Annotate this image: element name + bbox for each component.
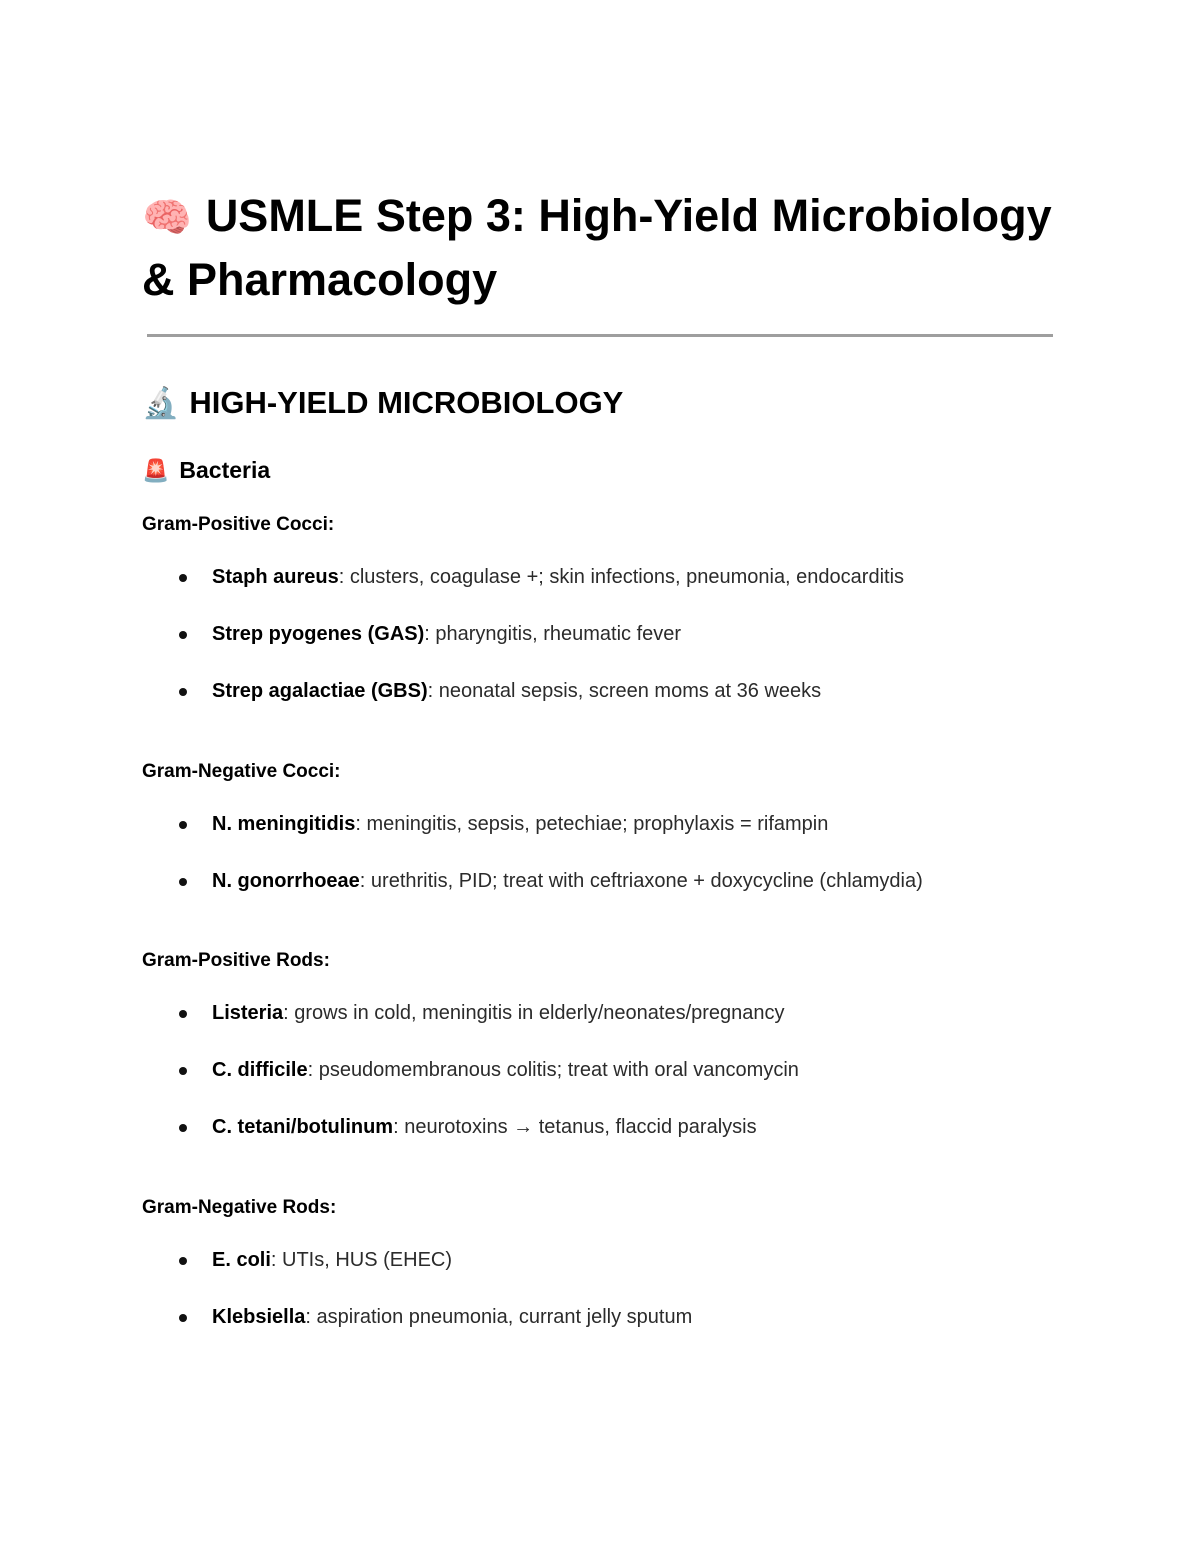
item-term: N. gonorrhoeae — [212, 870, 360, 892]
item-text: : UTIs, HUS (EHEC) — [270, 1249, 453, 1271]
item-term: Klebsiella — [212, 1306, 306, 1328]
list-item — [142, 620, 1142, 648]
item-text: : aspiration pneumonia, currant jelly sputum — [305, 1306, 693, 1328]
bullet-icon — [179, 631, 187, 639]
list-item — [142, 1303, 1142, 1331]
list-item — [142, 1246, 1142, 1274]
group-label-gram-negative-cocci: Gram-Negative Cocci: — [142, 761, 341, 782]
item-text: : pseudomembranous colitis; treat with oral vancomycin — [307, 1059, 799, 1081]
bullet-icon — [179, 878, 187, 886]
page-title-text: USMLE Step 3: High-Yield Microbiology & Pharmacology — [142, 190, 1052, 305]
item-term: Listeria — [212, 1002, 284, 1024]
rotating-light-icon: 🚨 — [142, 459, 170, 484]
group-label-gram-positive-rods: Gram-Positive Rods: — [142, 950, 330, 971]
group-label-gram-positive-cocci: Gram-Positive Cocci: — [142, 514, 335, 535]
list-gram-positive-rods — [142, 999, 1142, 1170]
list-item — [142, 1113, 1142, 1141]
item-text: : grows in cold, meningitis in elderly/neonates/pregnancy — [283, 1002, 785, 1024]
item-text: : urethritis, PID; treat with ceftriaxone + doxycycline (chlamydia) — [359, 870, 923, 892]
item-term: Strep pyogenes (GAS) — [212, 623, 425, 645]
bullet-icon — [179, 1257, 187, 1265]
section-heading-text: HIGH-YIELD MICROBIOLOGY — [189, 385, 624, 420]
item-term: E. coli — [212, 1249, 271, 1271]
microscope-icon: 🔬 — [142, 386, 180, 421]
item-text: : pharyngitis, rheumatic fever — [424, 623, 682, 645]
subsection-heading-text: Bacteria — [179, 457, 271, 483]
page-title — [142, 185, 1072, 310]
list-item — [142, 677, 1142, 705]
list-item — [142, 563, 1142, 591]
item-text: : neurotoxins → tetanus, flaccid paralysis — [393, 1116, 757, 1138]
list-item — [142, 999, 1142, 1027]
bullet-icon — [179, 1010, 187, 1018]
item-term: Strep agalactiae (GBS) — [212, 680, 428, 702]
section-heading — [142, 381, 623, 426]
group-label-gram-negative-rods: Gram-Negative Rods: — [142, 1197, 337, 1218]
item-term: Staph aureus — [212, 566, 339, 588]
list-item — [142, 810, 1142, 838]
bullet-icon — [179, 1124, 187, 1132]
list-gram-negative-cocci — [142, 810, 1142, 924]
item-term: C. tetani/botulinum — [212, 1116, 394, 1138]
item-term: C. difficile — [212, 1059, 308, 1081]
item-text: : clusters, coagulase +; skin infections, pneumonia, endocarditis — [338, 566, 905, 588]
bullet-icon — [179, 688, 187, 696]
item-text: : neonatal sepsis, screen moms at 36 weeks — [427, 680, 822, 702]
horizontal-divider — [147, 334, 1053, 337]
list-gram-positive-cocci — [142, 563, 1142, 734]
item-text: : meningitis, sepsis, petechiae; prophylaxis = rifampin — [355, 813, 829, 835]
list-gram-negative-rods — [142, 1246, 1142, 1360]
list-item — [142, 1056, 1142, 1084]
bullet-icon — [179, 821, 187, 829]
bullet-icon — [179, 1314, 187, 1322]
item-term: N. meningitidis — [212, 813, 356, 835]
bullet-icon — [179, 574, 187, 582]
subsection-heading — [142, 453, 270, 489]
bullet-icon — [179, 1067, 187, 1075]
brain-icon: 🧠 — [142, 195, 192, 241]
list-item — [142, 867, 1142, 895]
